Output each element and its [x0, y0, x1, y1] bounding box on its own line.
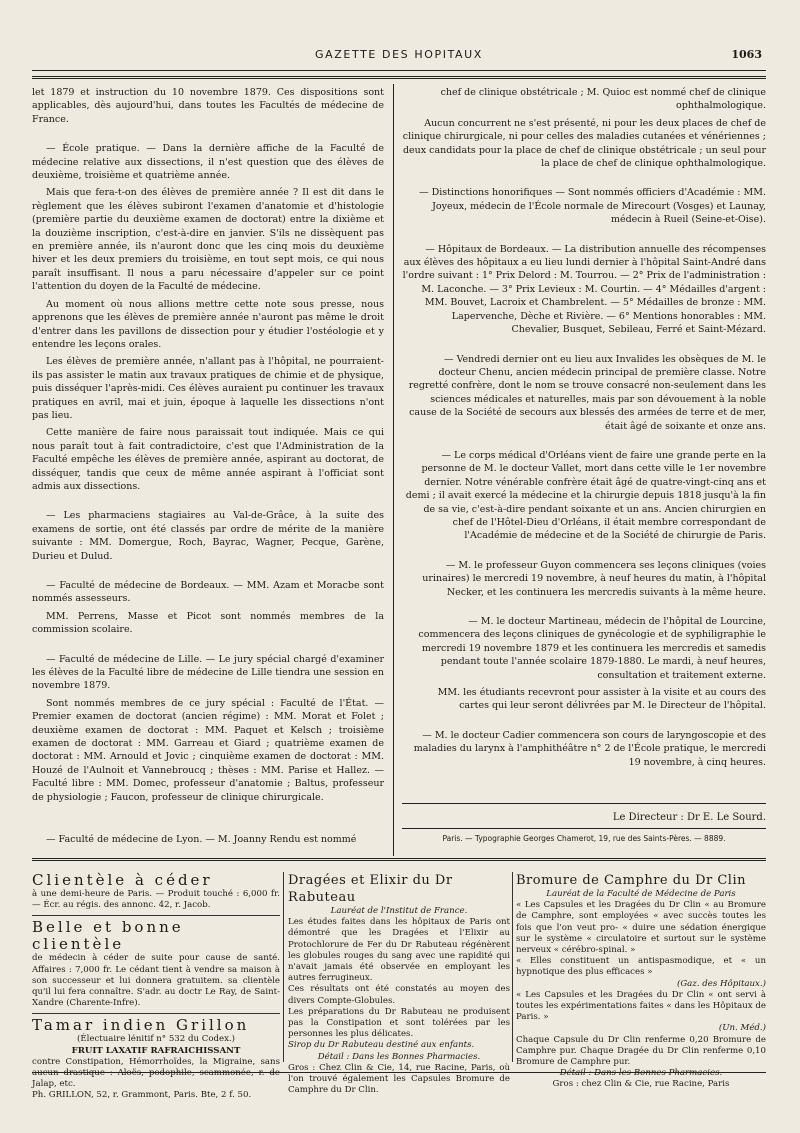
printer-imprint: Paris. — Typographie Georges Chamerot, 19, rue des Saints-Pères. — 8889.: [442, 834, 726, 843]
ad-text: Ces résultats ont été constatés au moyen des divers Compte-Globules.: [288, 984, 510, 1006]
paragraph: Sont nommés membres de ce jury spécial : Faculté de l'État. — Premier examen de doctorat (ancien régime) : MM. Morat et Folet ; deuxième examen de doctorat : MM. Paquet et Kelsch ; troisième examen de doctorat : MM. Garreau et Giard ; quatrième examen de doctorat : MM. Arnould et Jovic ; cinquième examen de doctorat : MM. Houzé de l'Aulnoit et Vannebroucq ; thèses : MM. Parise et Hallez. — Faculté libre : MM. Domec, professeur d'anatomie ; Baltus, professeur de physiologie ; Faucon, professeur de clinique chirurgicale.: [32, 697, 384, 803]
paragraph: — M. le docteur Martineau, médecin de l'hôpital de Lourcine, commencera des leçons cliniques de gynécologie et de syphiligraphie le mercredi 19 novembre 1879 et les continuera les mercredis et samedis pendant toute l'année scolaire 1879-1880. Le mardi, à neuf heures, consultation et traitement externe.: [418, 616, 766, 681]
running-head: [32, 48, 766, 66]
ad-line: (Électuaire lénitif n° 532 du Codex.): [76, 1034, 236, 1045]
paragraph: — Vendredi dernier ont eu lieu aux Invalides les obsèques de M. le docteur Chenu, ancien médecin principal de première classe. Notre regretté confrère, dont le nom se trouve consacré non-seulement dans les sciences médicales et naturelles, mais par son dévouement à la noble cause de la Société de secours aux blessés des armées de terre et de mer, était âgé de soixante et onze ans.: [408, 353, 766, 432]
ad-text: « Les Capsules et les Dragées du Dr Clin « ont servi à toutes les expérimentations faites « dans les Hôpitaux de Paris. »: [516, 989, 766, 1023]
ad-citation: (Un. Méd.): [718, 1023, 766, 1034]
ad-text: Les études faites dans les hôpitaux de Paris ont démontré que les Dragées et l'Elixir au Protochlorure de Fer du Dr Rabuteau régénèrent les globules rouges du sang avec une rapidité qui n'avait jamais été observée en employant les autres ferrugineux.: [288, 917, 510, 984]
ad-gros: Gros : chez Clin & Cie, rue Racine, Paris: [552, 1079, 730, 1090]
paragraph: Au moment où nous allions mettre cette note sous presse, nous apprenons que les élèves de première année n'auront pas même le droit d'entrer dans les pavillons de dissection pour y étudier l'ostéologie et y entendre les leçons orales.: [32, 298, 384, 350]
ads-column-1: [32, 871, 280, 1101]
ad-title: Bromure de Camphre du Dr Clin: [516, 873, 746, 888]
ad-text: de médecin à céder de suite pour cause de santé. Affaires : 7,000 fr. Le cédant tient à vendre sa maison à son successeur et lui donnera gratuitem. sa clientèle qu'il lui fera connaître. S'adr. au doctr Le Ray, de Saint-Xandre (Charente-Infre).: [32, 953, 280, 1009]
ad-column-divider: [512, 872, 513, 1062]
paragraph: let 1879 et instruction du 10 novembre 1879. Ces dispositions sont applicables, dès aujourd'hui, dans toutes les Facultés de médecine de France.: [32, 87, 384, 125]
ad-text: à une demi-heure de Paris. — Produit touché : 6,000 fr. — Écr. au régis. des annonc. 42, r. Jacob.: [32, 889, 280, 911]
ad-detail: Détail : Dans les Bonnes Pharmacies.: [559, 1068, 723, 1079]
ads-bottom-rule: [32, 1072, 766, 1073]
director-signature: Le Directeur : Dr E. Le Sourd.: [612, 812, 766, 823]
ad-divider: [32, 915, 280, 916]
paragraph: Aucun concurrent ne s'est présenté, ni pour les deux places de chef de clinique chirurgicale, ni pour celles des maladies cutanées et vénériennes ; deux candidats pour la place de chef de clinique obstétricale ; un seul pour la place de chef de clinique ophthalmologique.: [402, 117, 766, 170]
ad-title: Tamar indien Grillon: [32, 1016, 250, 1035]
ad-tamar-grillon: [32, 1017, 280, 1101]
signature-rule: [402, 803, 766, 804]
ad-text: contre Constipation, Hémorrhoïdes, la Migraine, sans aucun drastique : Aloës, podophile, scammonée, r. de Jalap, etc.: [32, 1056, 280, 1090]
ads-top-rule: [32, 858, 766, 861]
ad-title: Dragées et Elixir du Dr Rabuteau: [288, 873, 453, 905]
paragraph: — Distinctions honorifiques — Sont nommés officiers d'Académie : MM. Joyeux, médecin de l'École normale de Mirecourt (Vosges) et Launay, médecin à Rueil (Seine-et-Oise).: [419, 187, 766, 226]
header-double-rule: [32, 76, 766, 79]
paragraph: — Hôpitaux de Bordeaux. — La distribution annuelle des récompenses aux élèves des hôpitaux a eu lieu lundi dernier à l'hôpital Saint-André dans l'ordre suivant : 1° Prix Delord : M. Tourrou. — 2° Prix de l'administration : M. Laconche. — 3° Prix Levieux : M. Courtin. — 4° Médailles d'argent : MM. Bouvet, Lacroix et Chambrelent. — 5° Médailles de bronze : MM. Lapervenche, Dèche et Rivière. — 6° Mentions honorables : MM. Chevalier, Busquet, Sebileau, Ferré et Saint-Mézard.: [402, 243, 766, 336]
paragraph: — Faculté de médecine de Lille. — Le jury spécial chargé d'examiner les élèves de la Faculté libre de médecine de Lille tiendra une session en novembre 1879.: [32, 653, 384, 692]
ad-subtitle: Lauréat de la Faculté de Médecine de Paris: [546, 889, 736, 899]
imprint-rule: [402, 828, 766, 829]
header-rule: [32, 70, 766, 71]
paragraph-continued: — Faculté de médecine de Lyon. — M. Joanny Rendu est nommé: [46, 834, 357, 845]
ad-clientele-a-ceder: [32, 872, 280, 911]
ad-title: Clientèle à céder: [32, 871, 213, 889]
ad-belle-clientele: [32, 919, 280, 1009]
ads-column-3: [516, 872, 766, 1090]
ad-text: Les préparations du Dr Rabuteau ne produisent pas la Constipation et sont tolérées par les personnes les plus délicates.: [288, 1006, 510, 1040]
ad-divider: [32, 1013, 280, 1014]
paragraph: — École pratique. — Dans la dernière affiche de la Faculté de médecine relative aux dissections, il n'est question que des élèves de deuxième, troisième et quatrième année.: [32, 143, 384, 182]
ad-citation: (Gaz. des Hôpitaux.): [676, 978, 766, 989]
ad-gros: Gros : Chez Clin & Cie, 14, rue Racine, Paris, où l'on trouvé également les Capsules Bromure de Camphre du Dr Clin.: [288, 1062, 510, 1096]
column-divider: [393, 84, 394, 856]
publication-title: GAZETTE DES HOPITAUX: [315, 48, 483, 61]
right-column: [402, 86, 766, 788]
ad-title: Belle et bonne clientèle: [32, 918, 184, 954]
ad-dosage: Chaque Capsule du Dr Clin renferme 0,20 Bromure de Camphre pur. Chaque Dragée du Dr Clin renferme 0,10 Bromure de Camphre pur.: [516, 1034, 766, 1068]
ad-line: FRUIT LAXATIF RAFRAICHISSANT: [71, 1045, 241, 1056]
paragraph: MM. les étudiants recevront pour assister à la visite et au cours des cartes qui leur seront délivrées par M. le Directeur de l'hôpital.: [437, 687, 766, 712]
ad-address: Ph. GRILLON, 52, r. Grammont, Paris. Bte, 2 f. 50.: [32, 1090, 252, 1101]
paragraph: — Faculté de médecine de Bordeaux. — MM. Azam et Moracbe sont nommés assesseurs.: [32, 580, 384, 605]
ad-column-divider: [283, 872, 284, 1062]
paragraph: — Le corps médical d'Orléans vient de faire une grande perte en la personne de M. le docteur Vallet, mort dans cette ville le 1er novembre dernier. Notre vénérable confrère était âgé de quatre-vingt-cinq ans et demi ; il avait exercé la médecine et la chirurgie depuis 1818 jusqu'à la fin de sa vie, c'est-à-dire pendant soixante et un ans. Ancien chirurgien en chef de l'Hôtel-Dieu d'Orléans, il était membre correspondant de l'Académie de médecine et de la Société de chirurgie de Paris.: [405, 449, 766, 542]
paragraph: — Les pharmaciens stagiaires au Val-de-Grâce, à la suite des examens de sortie, ont été classés par ordre de mérite de la manière suivante : MM. Domergue, Roch, Bayrac, Wagner, Pecque, Garène, Durieu et Dulud.: [32, 510, 384, 562]
ads-column-2: [288, 872, 510, 1096]
ad-subtitle: Lauréat de l'Institut de France.: [330, 906, 468, 916]
paragraph: Cette manière de faire nous paraissait tout indiquée. Mais ce qui nous paraît tout à fait contradictoire, c'est que l'Administration de la Faculté empêche les élèves de première année, aspirant au doctorat, de disséquer, tandis que ceux de même année aspirant à l'officiat sont admis aux dissections.: [32, 427, 384, 492]
ad-detail: Détail : Dans les Bonnes Pharmacies.: [317, 1051, 481, 1062]
page-number: 1063: [731, 48, 762, 61]
paragraph: Mais que fera-t-on des élèves de première année ? Il est dit dans le règlement que les élèves subiront l'examen d'anatomie et d'histologie (première partie du deuxième examen de doctorat) entre la dixième et la douzième inscription, c'est-à-dire en janvier. S'ils ne dissèquent pas en première année, ils n'auront donc que les cinq mois du deuxième hiver et les deux premiers du troisième, en tout sept mois, ce qui nous paraît insuffisant. Il nous a paru nécessaire d'appeler sur ce point l'attention du doyen de la Faculté de médecine.: [32, 187, 384, 293]
left-column: [32, 86, 384, 803]
paragraph: chef de clinique obstétricale ; M. Quioc est nommé chef de clinique ophthalmologique.: [440, 87, 766, 112]
paragraph: MM. Perrens, Masse et Picot sont nommés membres de la commission scolaire.: [32, 610, 384, 636]
ad-text: « Les Capsules et les Dragées du Dr Clin « au Bromure de Camphre, sont employées « avec succès toutes les fois que l'on veut pro- « duire une sédation énergique sur le système « circulatoire et surtout sur le système nerveux « cérébro-spinal. »: [516, 900, 766, 956]
paragraph: — M. le docteur Cadier commencera son cours de laryngoscopie et des maladies du larynx à l'amphithéâtre n° 2 de l'École pratique, le mercredi 19 novembre, à cinq heures.: [413, 729, 766, 768]
paragraph: Les élèves de première année, n'allant pas à l'hôpital, ne pourraient-ils pas assister le matin aux travaux pratiques de chimie et de physique, puis disséquer l'après-midi. Ces élèves auraient pu continuer les travaux pratiques en avril, mai et juin, époque à laquelle les dissections n'ont pas lieu.: [32, 356, 384, 421]
paragraph: — M. le professeur Guyon commencera ses leçons cliniques (voies urinaires) le mercredi 19 novembre, à neuf heures du matin, à l'hôpital Necker, et les continuera les mercredis suivants à la même heure.: [422, 559, 766, 598]
ad-text: « Elles constituent un antispasmodique, et « un hypnotique des plus efficaces »: [516, 956, 766, 978]
ad-text: Sirop du Dr Rabuteau destiné aux enfants.: [288, 1040, 475, 1051]
